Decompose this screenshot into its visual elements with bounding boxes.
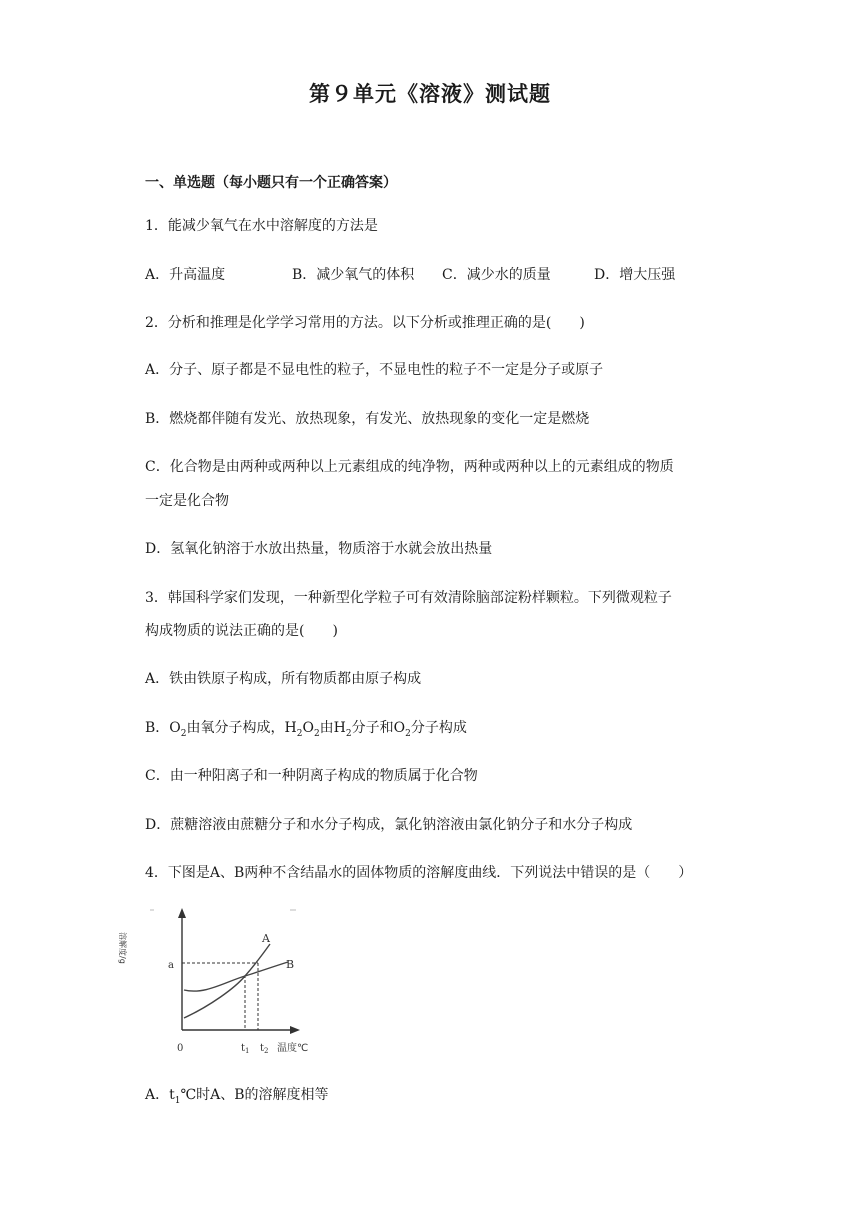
question-2-option-d: D．氢氧化钠溶于水放出热量，物质溶于水就会放出热量 [145,541,493,557]
curve-b [184,962,288,991]
solubility-curve-figure [118,900,340,1065]
x-axis-arrow [290,1026,300,1034]
question-1-option-c: C．减少水的质量 [442,267,551,283]
question-2-option-c-line2: 一定是化合物 [145,493,229,509]
question-2-stem: 2．分析和推理是化学学习常用的方法。以下分析或推理正确的是( ) [145,315,585,331]
question-3-stem-line2: 构成物质的说法正确的是( ) [145,623,338,639]
x-axis-label: 温度℃ [277,1043,309,1054]
curve-a [184,944,270,1018]
t2-label: $t_2$ [260,1043,269,1055]
curve-b-label: B [286,958,295,971]
question-4-stem: 4．下图是A、B两种不含结晶水的固体物质的溶解度曲线．下列说法中错误的是（ ） [145,865,693,881]
y-axis-label: 溶解度/g [118,932,127,964]
question-3-option-d: D．蔗糖溶液由蔗糖分子和水分子构成，氯化钠溶液由氯化钠分子和水分子构成 [145,817,633,833]
y-axis-arrow [178,908,186,918]
question-1-option-b: B．减少氧气的体积 [292,267,415,283]
page-title: 第９单元《溶液》测试题 [309,82,551,106]
question-3-option-b: B．$O_2$由氧分子构成，$H_2O_2$由$H_2$分子和$O_2$分子构成 [145,720,467,739]
curve-a-label: A [262,932,270,945]
t1-label: $t_1$ [241,1043,250,1055]
question-4-option-a: A．$t_1℃$时A、B的溶解度相等 [145,1087,329,1106]
a-value-label: a [168,960,174,971]
question-3-stem-line1: 3．韩国科学家们发现，一种新型化学粒子可有效清除脑部淀粉样颗粒。下列微观粒子 [145,590,672,606]
question-2-option-b: B．燃烧都伴随有发光、放热现象，有发光、放热现象的变化一定是燃烧 [145,411,590,427]
section-heading: 一、单选题（每小题只有一个正确答案） [145,175,397,191]
question-1-option-a: A．升高温度 [145,267,226,283]
question-2-option-a: A．分子、原子都是不显电性的粒子，不显电性的粒子不一定是分子或原子 [145,362,604,378]
question-3-option-a: A．铁由铁原子构成，所有物质都由原子构成 [145,671,422,687]
question-3-option-c: C．由一种阳离子和一种阴离子构成的物质属于化合物 [145,768,478,784]
origin-label: 0 [177,1043,184,1054]
question-2-option-c-line1: C．化合物是由两种或两种以上元素组成的纯净物，两种或两种以上的元素组成的物质 [145,459,674,475]
question-1-stem: 1．能减少氧气在水中溶解度的方法是 [145,218,378,234]
question-1-option-d: D．增大压强 [594,267,676,283]
